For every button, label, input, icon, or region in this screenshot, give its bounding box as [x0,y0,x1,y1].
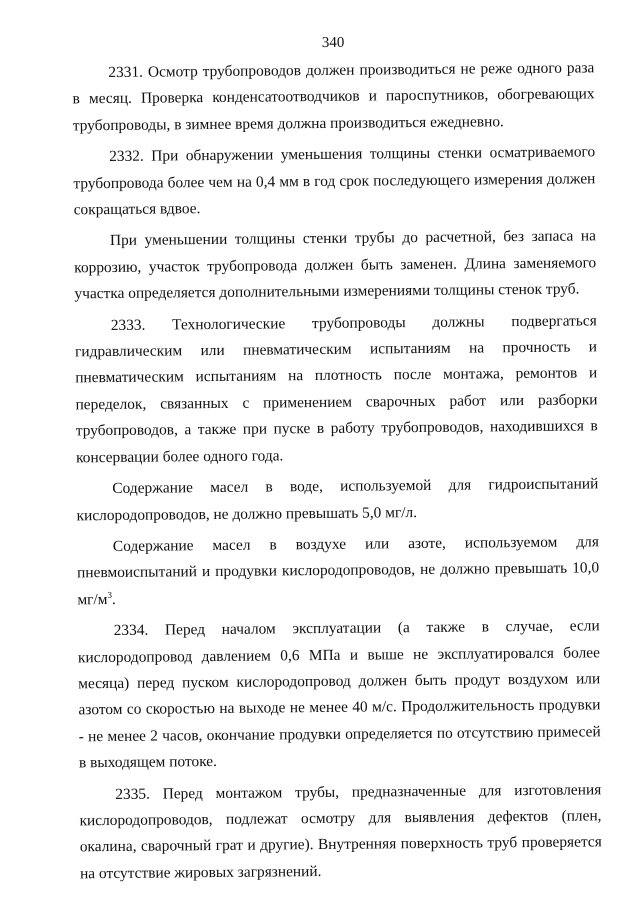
paragraph-2332: 2332. При обнаружении уменьшения толщины стенки осматриваемого трубопровода более чем на 0,4 мм в год срок последующего измерения должен сокращаться вдвое. [73,143,596,219]
superscript-cubic: 3 [107,589,112,600]
paragraph-2335: 2335. Перед монтажом трубы, предназначенные для изготовления кислородопроводов, подлежат осмотру для выявления дефектов (плен, окалина, сварочный грат и другие). Внутренняя поверхность труб проверяется на отсутствие жировых загрязнений. [79,780,602,883]
page-number: 340 [321,34,345,51]
paragraph-oil-in-air-tail: . [111,590,116,608]
paragraph-oil-in-water: Содержание масел в воде, используемой для гидроиспытаний кислородопроводов, не должно превышать 5,0 мг/л. [76,475,599,524]
paragraph-2334: 2334. Перед началом эксплуатации (а также в случае, если кислородопровод давлением 0,6 МПа и выше не эксплуатировался более месяца) перед пуском кислородопровод должен быть продут воздухом или азотом со скоростью на выходе не менее 40 м/с. Продолжительность продувки - не менее 2 часов, окончание продувки определяется по отсутствию примесей в выходящем потоке. [77,617,601,772]
paragraph-oil-in-air [77,529,600,613]
paragraph-oil-in-air-text: Содержание масел в воздухе или азоте, используемом для пневмоиспытаний и продувки кислородопроводов, не должно превышать 10,0 мг/м [77,533,600,609]
paragraph-wall-thinning: При уменьшении толщины стенки трубы до расчетной, без запаса на коррозию, участок трубопровода должен быть заменен. Длина заменяемого участка определяется дополнительными измерениями толщины стенок труб. [74,227,597,303]
paragraph-2333: 2333. Технологические трубопроводы должны подвергаться гидравлическим или пневматическим испытаниям на прочность и пневматическим испытаниям на плотность после монтажа, ремонтов и переделок, связанных с применением сварочных работ или разборки трубопроводов, а также при пуске в работу трубопроводов, находившихся в консервации более одного года. [74,311,598,467]
paragraph-2331: 2331. Осмотр трубопроводов должен производиться не реже одного раза в месяц. Проверка конденсатоотводчиков и пароспутников, обогревающих трубопроводы, в зимнее время должна производиться ежедневно. [72,59,595,135]
